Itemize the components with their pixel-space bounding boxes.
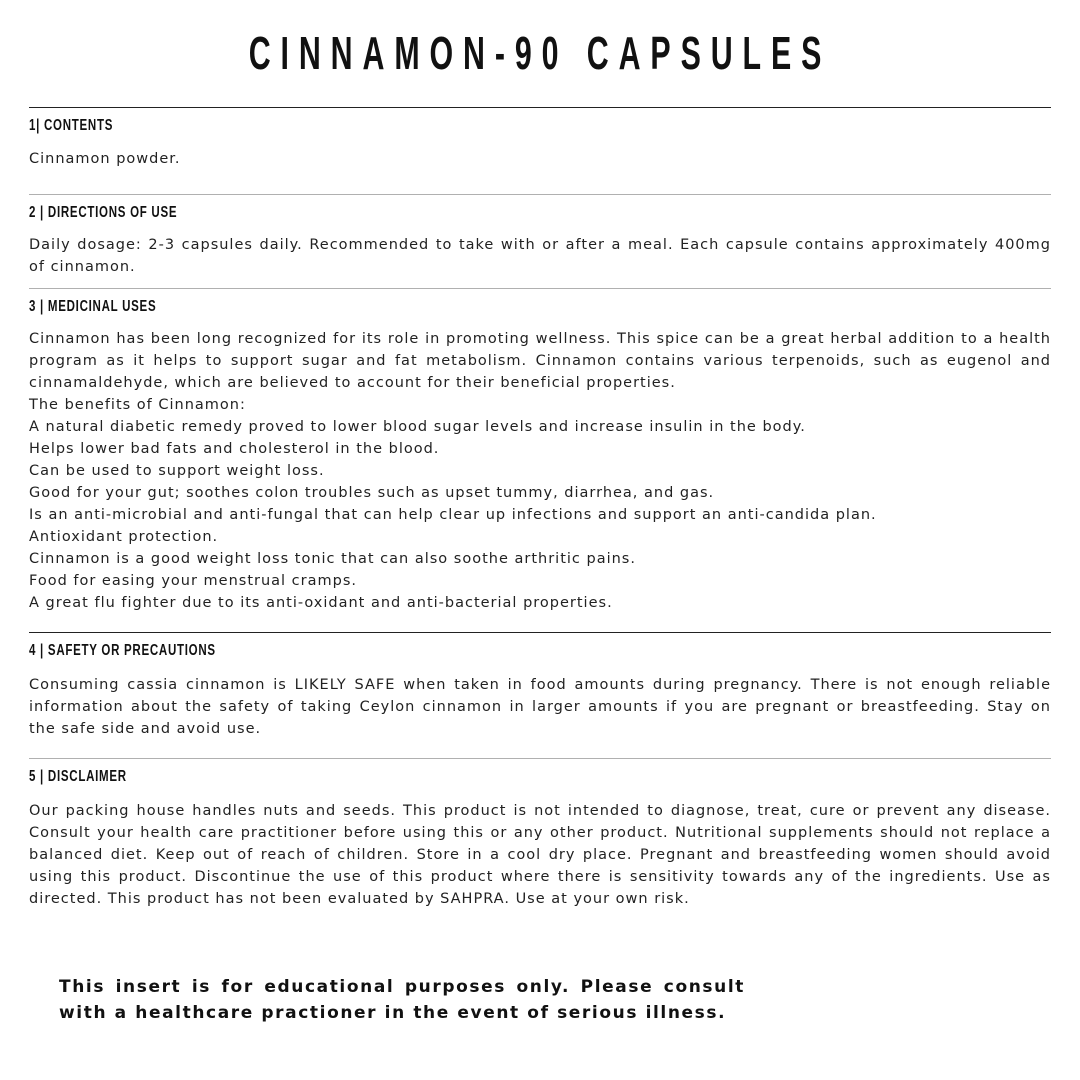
- benefit-item: Helps lower bad fats and cholesterol in the blood.: [29, 441, 440, 457]
- benefits-intro: The benefits of Cinnamon:: [29, 397, 246, 413]
- section-heading-disclaimer: 5 | DISCLAIMER: [29, 768, 127, 785]
- section-heading-directions: 2 | DIRECTIONS OF USE: [29, 204, 178, 221]
- section-heading-medicinal-uses: 3 | MEDICINAL USES: [29, 298, 157, 315]
- benefit-item: Antioxidant protection.: [29, 529, 219, 545]
- medicinal-uses-intro: Cinnamon has been long recognized for its role in promoting wellness. This spice can be a great herbal addition to a health program as it helps to support sugar and fat metabolism. Cinnamon contains various terpenoids, such as eugenol and cinnamaldehyde, which are believed to account for their beneficial properties.: [29, 331, 1051, 391]
- benefit-item: Can be used to support weight loss.: [29, 463, 325, 479]
- benefit-item: Cinnamon is a good weight loss tonic that can also soothe arthritic pains.: [29, 551, 636, 567]
- section-text-disclaimer: Our packing house handles nuts and seeds. This product is not intended to diagnose, treat, cure or prevent any disease. Consult your health care practitioner before using this or any other product. Nutritional supplements should not replace a balanced diet. Keep out of reach of children. Store in a cool dry place. Pregnant and breastfeeding women should avoid using this product. Discontinue the use of this product where there is sensitivity towards any of the ingredients. Use as directed. This product has not been evaluated by SAHPRA. Use at your own risk.: [29, 803, 1051, 907]
- document-title: CINNAMON-90 CAPSULES: [248, 27, 832, 79]
- section-divider: [29, 758, 1051, 759]
- section-text-safety: Consuming cassia cinnamon is LIKELY SAFE when taken in food amounts during pregnancy. There is not enough reliable information about the safety of taking Ceylon cinnamon in larger amounts if you are pregnant or breastfeeding. Stay on the safe side and avoid use.: [29, 677, 1051, 737]
- section-divider: [29, 632, 1051, 633]
- benefit-item: Good for your gut; soothes colon troubles such as upset tummy, diarrhea, and gas.: [29, 485, 715, 501]
- section-divider: [29, 288, 1051, 289]
- benefit-item: A natural diabetic remedy proved to lower blood sugar levels and increase insulin in the body.: [29, 419, 806, 435]
- educational-notice: This insert is for educational purposes only. Please consult with a healthcare practioner in the event of serious illness.: [59, 977, 745, 1023]
- section-heading-contents: 1| CONTENTS: [29, 117, 114, 134]
- benefit-item: A great flu fighter due to its anti-oxidant and anti-bacterial properties.: [29, 595, 613, 611]
- section-body-medicinal-uses: [29, 328, 1051, 614]
- title-divider: [29, 107, 1051, 108]
- benefit-item: Food for easing your menstrual cramps.: [29, 573, 357, 589]
- section-divider: [29, 194, 1051, 195]
- benefit-item: Is an anti-microbial and anti-fungal that can help clear up infections and support an anti-candida plan.: [29, 507, 877, 523]
- section-text-directions: Daily dosage: 2-3 capsules daily. Recommended to take with or after a meal. Each capsule contains approximately 400mg of cinnamon.: [29, 237, 1051, 275]
- section-text-contents: Cinnamon powder.: [29, 151, 181, 167]
- section-heading-safety: 4 | SAFETY OR PRECAUTIONS: [29, 642, 216, 659]
